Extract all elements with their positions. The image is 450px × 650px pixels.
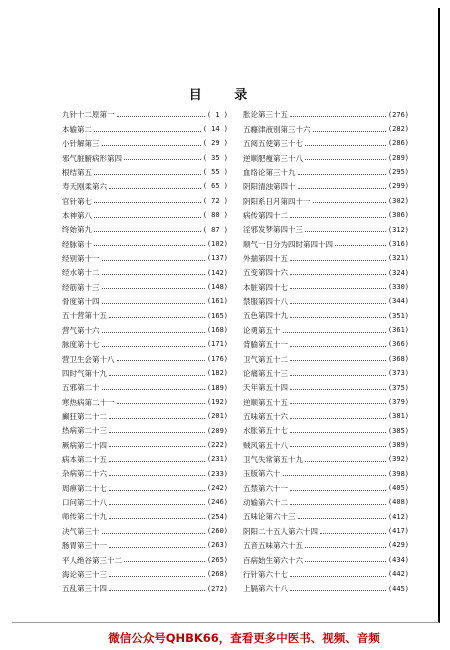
dot-leader — [102, 271, 205, 275]
toc-entry-page: (260) — [206, 527, 228, 536]
toc-entry-page: (254) — [206, 512, 228, 521]
toc-entry-page: ( 87 ) — [202, 225, 228, 234]
toc-entry — [243, 338, 409, 352]
toc-entry — [243, 194, 409, 208]
dot-leader — [94, 228, 201, 232]
toc-entry-page: (373) — [387, 369, 409, 378]
toc-entry-page: (379) — [387, 397, 409, 406]
toc-entry-page: (375) — [387, 383, 409, 392]
toc-entry-page: (389) — [387, 440, 409, 449]
toc-entry-title: 五乱第三十四 — [62, 584, 107, 594]
dot-leader — [109, 472, 205, 476]
toc-entry-title: 卫气第五十二 — [243, 354, 288, 364]
dot-leader — [109, 544, 205, 548]
dot-leader — [102, 343, 205, 347]
toc-entry-title: 经筋第十三 — [62, 282, 100, 292]
dot-leader — [290, 343, 386, 347]
toc-entry-page: (385) — [387, 426, 409, 435]
toc-entry-title: 寒热病第二十一 — [62, 397, 115, 407]
toc-entry-page: ( 35 ) — [202, 153, 228, 162]
toc-entry — [243, 467, 409, 481]
toc-entry-title: 终始第九 — [62, 225, 92, 235]
toc-entry — [243, 280, 409, 294]
toc-entry-page: (330) — [387, 282, 409, 291]
dot-leader — [305, 544, 386, 548]
dot-leader — [290, 487, 386, 491]
toc-entry-title: 背腧第五十一 — [243, 340, 288, 350]
toc-entry-page: (171) — [206, 340, 228, 349]
dot-leader — [290, 271, 386, 275]
toc-entry — [243, 323, 409, 337]
toc-entry-title: 经脉第十 — [62, 239, 92, 249]
dot-leader — [290, 372, 386, 376]
toc-entry — [243, 180, 409, 194]
toc-entry — [62, 438, 228, 452]
toc-entry-title: 本神第八 — [62, 210, 92, 220]
dot-leader — [298, 171, 386, 175]
wechat-banner: 微信公众号QHBK66，查看更多中医书、视频、音频 — [40, 628, 448, 648]
dot-leader — [117, 357, 205, 361]
toc-entry-title: 营卫生会第十八 — [62, 354, 115, 364]
toc-entry-page: (321) — [387, 254, 409, 263]
toc-entry — [62, 165, 228, 179]
dot-leader — [102, 386, 205, 390]
dot-leader — [102, 300, 205, 304]
toc-entry-title: 骨度第十四 — [62, 297, 100, 307]
dot-leader — [283, 472, 386, 476]
toc-entry-title: 本脏第四十七 — [243, 282, 288, 292]
toc-entry-title: 脉度第十七 — [62, 340, 100, 350]
document-page — [12, 8, 440, 623]
toc-entry-title: 水胀第五十七 — [243, 426, 288, 436]
toc-entry — [243, 352, 409, 366]
dot-leader — [117, 400, 205, 404]
dot-leader — [283, 329, 386, 333]
dot-leader — [109, 415, 205, 419]
toc-entry-title: 平人绝谷第三十二 — [62, 555, 122, 565]
toc-entry-title: 根结第五 — [62, 167, 92, 177]
dot-leader — [290, 300, 386, 304]
toc-entry-page: (165) — [206, 311, 228, 320]
toc-entry-title: 顺气一日分为四时第四十四 — [243, 239, 333, 249]
toc-entry-page: (102) — [206, 239, 228, 248]
toc-entry — [62, 295, 228, 309]
dot-leader — [290, 285, 386, 289]
toc-entry — [243, 295, 409, 309]
dot-leader — [94, 171, 201, 175]
toc-entry-title: 经别第十一 — [62, 254, 100, 264]
dot-leader — [109, 487, 205, 491]
toc-entry-title: 五十营第十五 — [62, 311, 107, 321]
toc-entry — [62, 481, 228, 495]
dot-leader — [290, 429, 386, 433]
toc-entry — [62, 366, 228, 380]
toc-entry — [62, 568, 228, 582]
toc-entry-title: 贼风第五十八 — [243, 440, 288, 450]
dot-leader — [109, 501, 205, 505]
dot-leader — [290, 113, 386, 117]
toc-entry-title: 五禁第六十一 — [243, 483, 288, 493]
toc-entry-page: (282) — [387, 125, 409, 134]
toc-entry-title: 五色第四十九 — [243, 311, 288, 321]
toc-entry-page: (324) — [387, 268, 409, 277]
dot-leader — [290, 443, 386, 447]
toc-entry-page: (192) — [206, 397, 228, 406]
toc-entry-page: (412) — [387, 512, 409, 521]
dot-leader — [320, 530, 386, 534]
toc-entry-title: 厥病第二十四 — [62, 440, 107, 450]
toc-entry — [62, 582, 228, 596]
toc-entry-title: 逆顺肥瘦第三十八 — [243, 153, 303, 163]
dot-leader — [117, 113, 205, 117]
toc-entry — [62, 338, 228, 352]
toc-entry-title: 动输第六十二 — [243, 498, 288, 508]
toc-entry-page: (265) — [206, 555, 228, 564]
toc-entry — [243, 424, 409, 438]
toc-entry-title: 师传第二十九 — [62, 512, 107, 522]
toc-entry-title: 五邪第二十 — [62, 383, 100, 393]
toc-entry-title: 血络论第三十九 — [243, 167, 296, 177]
toc-entry — [62, 266, 228, 280]
toc-entry-title: 阴阳系日月第四十一 — [243, 196, 311, 206]
toc-entry — [62, 108, 228, 122]
dot-leader — [313, 199, 386, 203]
dot-leader — [124, 558, 205, 562]
toc-entry-page: ( 29 ) — [202, 139, 228, 148]
dot-leader — [94, 128, 201, 132]
toc-entry-page: (351) — [387, 311, 409, 320]
dot-leader — [124, 156, 201, 160]
toc-entry — [243, 553, 409, 567]
dot-leader — [290, 314, 386, 318]
toc-entry-title: 上膈第六十八 — [243, 584, 288, 594]
dot-leader — [102, 329, 205, 333]
dot-leader — [290, 587, 386, 591]
dot-leader — [290, 257, 386, 261]
toc-entry — [243, 237, 409, 251]
dot-leader — [94, 214, 201, 218]
dot-leader — [290, 400, 386, 404]
toc-entry-title: 五味论第六十三 — [243, 512, 296, 522]
toc-entry-page: (222) — [206, 440, 228, 449]
toc-entry — [243, 223, 409, 237]
dot-leader — [109, 515, 205, 519]
toc-entry-page: (434) — [387, 555, 409, 564]
toc-entry-title: 口问第二十八 — [62, 498, 107, 508]
toc-entry-page: (137) — [206, 254, 228, 263]
dot-leader — [298, 515, 386, 519]
dot-leader — [290, 386, 386, 390]
dot-leader — [94, 242, 205, 246]
toc-entry-page: (268) — [206, 570, 228, 579]
toc-entry — [243, 137, 409, 151]
dot-leader — [290, 415, 386, 419]
toc-entry — [243, 510, 409, 524]
dot-leader — [290, 501, 386, 505]
toc-entry-title: 病传第四十二 — [243, 210, 288, 220]
toc-entry-page: (361) — [387, 326, 409, 335]
toc-entry — [62, 280, 228, 294]
dot-leader — [109, 185, 201, 189]
dot-leader — [102, 530, 205, 534]
toc-entry-title: 玉版第六十 — [243, 469, 281, 479]
toc-entry — [62, 180, 228, 194]
dot-leader — [109, 443, 205, 447]
toc-entry-title: 淫邪发梦第四十三 — [243, 225, 303, 235]
toc-entry — [243, 568, 409, 582]
dot-leader — [109, 573, 205, 577]
toc-entry-page: (242) — [206, 484, 228, 493]
toc-entry-title: 五癃津液别第三十六 — [243, 124, 311, 134]
toc-entry-page: ( 55 ) — [202, 168, 228, 177]
toc-entry-page: (182) — [206, 369, 228, 378]
toc-entry — [62, 151, 228, 165]
toc-entry — [243, 524, 409, 538]
toc-entry-page: (289) — [387, 153, 409, 162]
toc-entry — [62, 524, 228, 538]
toc-entry-page: ( 14 ) — [202, 125, 228, 134]
dot-leader — [305, 558, 386, 562]
toc-entry-title: 海论第三十三 — [62, 569, 107, 579]
toc-entry — [62, 237, 228, 251]
toc-entry-page: (417) — [387, 527, 409, 536]
toc-entry-page: (381) — [387, 412, 409, 421]
toc-entry — [62, 381, 228, 395]
toc-entry-title: 杂病第二十六 — [62, 469, 107, 479]
toc-entry-title: 官针第七 — [62, 196, 92, 206]
toc-entry — [62, 194, 228, 208]
toc-entry — [243, 381, 409, 395]
dot-leader — [109, 372, 205, 376]
toc-entry-page: (295) — [387, 168, 409, 177]
toc-entry-page: (445) — [387, 584, 409, 593]
toc-entry-title: 四时气第十九 — [62, 368, 107, 378]
toc-entry — [62, 122, 228, 136]
dot-leader — [109, 429, 205, 433]
toc-entry-page: (272) — [206, 584, 228, 593]
toc-left-column — [62, 108, 228, 596]
toc-entry-title: 行针第六十七 — [243, 569, 288, 579]
dot-leader — [335, 242, 386, 246]
toc-entry-title: 五味第五十六 — [243, 411, 288, 421]
toc-entry-title: 本输第二 — [62, 124, 92, 134]
dot-leader — [109, 314, 205, 318]
dot-leader — [305, 458, 386, 462]
toc-entry-page: ( 1 ) — [206, 110, 228, 119]
toc-entry-page: (392) — [387, 455, 409, 464]
dot-leader — [290, 214, 386, 218]
toc-entry-page: (442) — [387, 570, 409, 579]
toc-entry-page: (161) — [206, 297, 228, 306]
toc-entry-page: (366) — [387, 340, 409, 349]
toc-entry-title: 胀论第三十五 — [243, 110, 288, 120]
toc-entry-title: 阴阳二十五人第六十四 — [243, 526, 318, 536]
toc-entry — [243, 453, 409, 467]
toc-entry — [62, 223, 228, 237]
toc-entry — [243, 252, 409, 266]
toc-entry-title: 营气第十六 — [62, 325, 100, 335]
dot-leader — [102, 257, 205, 261]
toc-entry-title: 外揣第四十五 — [243, 254, 288, 264]
toc-entry-title: 热病第二十三 — [62, 426, 107, 436]
dot-leader — [290, 357, 386, 361]
toc-entry-title: 卫气失常第五十九 — [243, 455, 303, 465]
toc-entry-title: 决气第三十 — [62, 526, 100, 536]
toc-entry-title: 阴阳清浊第四十 — [243, 182, 296, 192]
toc-entry-page: (344) — [387, 297, 409, 306]
toc-entry-title: 五音五味第六十五 — [243, 541, 303, 551]
toc-entry — [62, 467, 228, 481]
toc-entry-title: 小针解第三 — [62, 139, 100, 149]
toc-entry — [243, 395, 409, 409]
toc-entry-page: (209) — [206, 426, 228, 435]
toc-entry — [62, 209, 228, 223]
toc-entry — [243, 165, 409, 179]
toc-entry-page: (276) — [387, 110, 409, 119]
toc-entry-title: 邪气脏腑病形第四 — [62, 153, 122, 163]
toc-entry-page: (302) — [387, 196, 409, 205]
dot-leader — [102, 142, 201, 146]
toc-entry-page: (299) — [387, 182, 409, 191]
toc-entry-title: 天年第五十四 — [243, 383, 288, 393]
toc-entry-page: (312) — [387, 225, 409, 234]
toc-entry-page: (408) — [387, 498, 409, 507]
toc-entry — [243, 496, 409, 510]
toc-entry-title: 五阅五使第三十七 — [243, 139, 303, 149]
toc-entry-page: (398) — [387, 469, 409, 478]
toc-entry — [243, 582, 409, 596]
toc-entry-title: 论痛第五十三 — [243, 368, 288, 378]
toc-entry — [243, 438, 409, 452]
toc-entry — [62, 453, 228, 467]
dot-leader — [94, 199, 201, 203]
toc-entry-title: 癫狂第二十二 — [62, 411, 107, 421]
dot-leader — [305, 228, 386, 232]
toc-entry-title: 病本第二十五 — [62, 455, 107, 465]
toc-entry-page: (231) — [206, 455, 228, 464]
toc-entry-page: (286) — [387, 139, 409, 148]
toc-entry — [62, 539, 228, 553]
dot-leader — [109, 587, 205, 591]
toc-entry-title: 肠胃第三十一 — [62, 541, 107, 551]
toc-entry — [62, 252, 228, 266]
toc-entry-page: (316) — [387, 239, 409, 248]
toc-entry-page: (176) — [206, 354, 228, 363]
toc-entry — [243, 539, 409, 553]
toc-entry-title: 论勇第五十 — [243, 325, 281, 335]
toc-entry — [243, 108, 409, 122]
toc-entry — [62, 395, 228, 409]
page-title: 目 录 — [188, 88, 262, 103]
toc-entry — [62, 352, 228, 366]
toc-entry-page: (201) — [206, 412, 228, 421]
toc-entry — [62, 410, 228, 424]
toc-entry — [243, 151, 409, 165]
toc-entry-page: (142) — [206, 268, 228, 277]
toc-entry — [62, 553, 228, 567]
toc-entry-title: 周痹第二十七 — [62, 483, 107, 493]
toc-entry — [243, 266, 409, 280]
toc-entry-title: 经水第十二 — [62, 268, 100, 278]
toc-entry-page: (168) — [206, 326, 228, 335]
toc-entry-title: 禁服第四十八 — [243, 297, 288, 307]
dot-leader — [305, 156, 386, 160]
toc-entry — [62, 323, 228, 337]
toc-entry-title: 九针十二原第一 — [62, 110, 115, 120]
toc-entry — [62, 137, 228, 151]
toc-entry — [62, 510, 228, 524]
dot-leader — [290, 573, 386, 577]
toc-entry — [243, 481, 409, 495]
toc-entry-page: (246) — [206, 498, 228, 507]
toc-entry-page: ( 72 ) — [202, 196, 228, 205]
toc-entry-page: (405) — [387, 484, 409, 493]
toc-entry-page: (263) — [206, 541, 228, 550]
dot-leader — [298, 185, 386, 189]
toc-entry — [243, 410, 409, 424]
toc-entry-page: (306) — [387, 211, 409, 220]
dot-leader — [305, 142, 386, 146]
toc-entry — [243, 366, 409, 380]
toc-entry — [243, 122, 409, 136]
toc-entry — [62, 424, 228, 438]
toc-entry-page: (189) — [206, 383, 228, 392]
toc-entry-page: (368) — [387, 354, 409, 363]
toc-entry-title: 百病始生第六十六 — [243, 555, 303, 565]
toc-entry-title: 寿夭刚柔第六 — [62, 182, 107, 192]
toc-entry-page: ( 80 ) — [202, 211, 228, 220]
toc-entry — [243, 209, 409, 223]
toc-entry — [62, 309, 228, 323]
toc-entry-page: (429) — [387, 541, 409, 550]
dot-leader — [102, 285, 205, 289]
dot-leader — [109, 458, 205, 462]
toc-entry-page: (233) — [206, 469, 228, 478]
toc-entry-title: 逆顺第五十五 — [243, 397, 288, 407]
toc-entry-title: 五变第四十六 — [243, 268, 288, 278]
toc-right-column — [243, 108, 409, 596]
toc-entry — [62, 496, 228, 510]
toc-entry-page: (148) — [206, 282, 228, 291]
toc-entry-page: ( 65 ) — [202, 182, 228, 191]
toc-entry — [243, 309, 409, 323]
dot-leader — [313, 128, 386, 132]
